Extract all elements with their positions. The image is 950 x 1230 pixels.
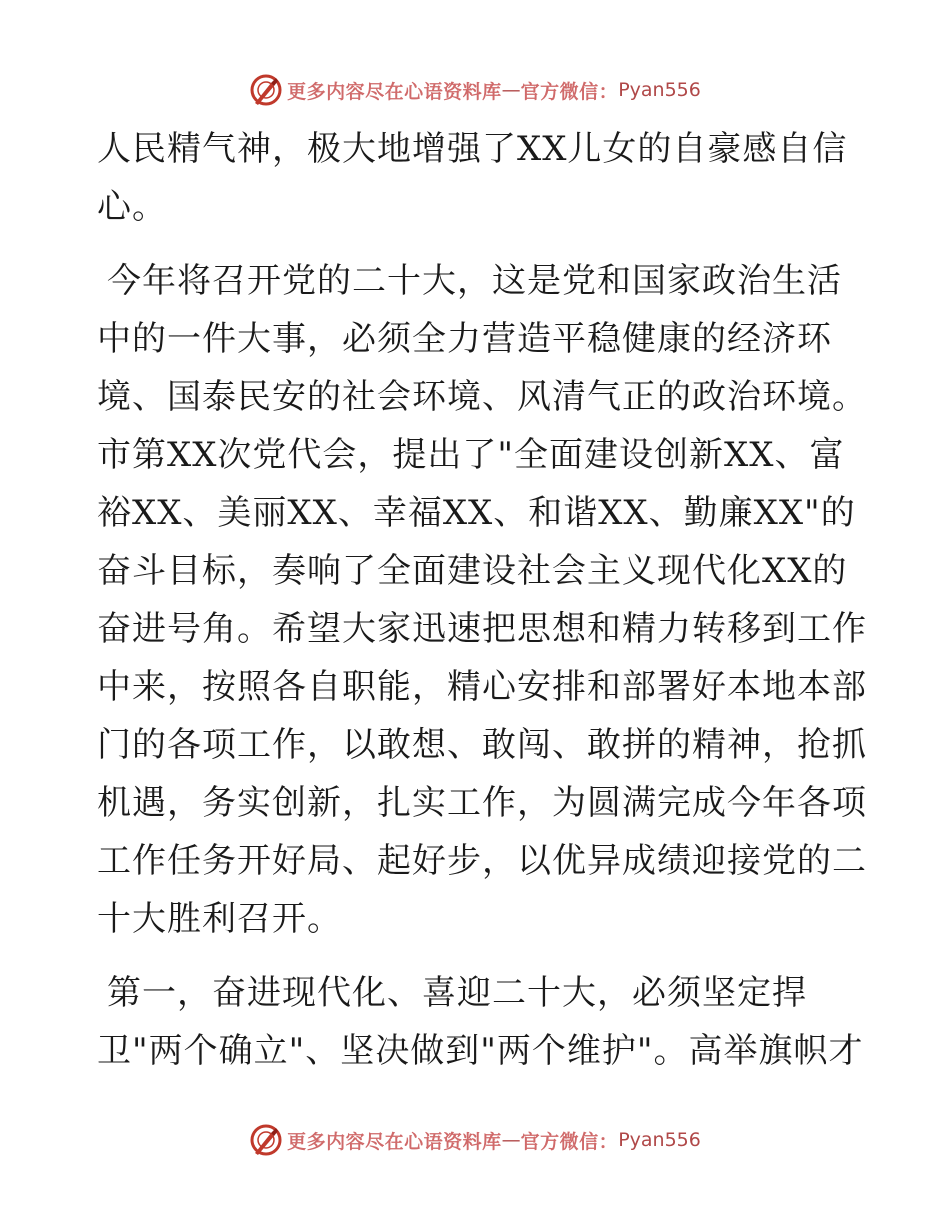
watermark-brand-text: 更多内容尽在心语资料库 [287,1130,502,1153]
watermark-brand-text: 更多内容尽在心语资料库 [287,80,502,103]
pen-circle-logo-icon [249,1123,283,1157]
pen-circle-logo-icon [249,73,283,107]
watermark-wechat-id: Pyan556 [618,79,701,101]
document-body [97,120,867,1080]
header-watermark [0,70,950,110]
watermark-wechat-label: 官方微信： [520,1130,619,1153]
watermark-dash: — [501,79,521,101]
paragraph: 第一，奋进现代化、喜迎二十大，必须坚定捍卫"两个确立"、坚决做到"两个维护"。高举旗帜才 [97,973,864,1071]
watermark-dash: — [501,1129,521,1151]
watermark-wechat-label: 官方微信： [520,80,619,103]
footer-watermark [0,1120,950,1160]
paragraph: 今年将召开党的二十大，这是党和国家政治生活中的一件大事，必须全力营造平稳健康的经济环境、国泰民安的社会环境、风清气正的政治环境。市第XX次党代会，提出了"全面建设创新XX、富裕XX、美丽XX、幸福XX、和谐XX、勤廉XX"的奋斗目标，奏响了全面建设社会主义现代化XX的奋进号角。希望大家迅速把思想和精力转移到工作中来，按照各自职能，精心安排和部署好本地本部门的各项工作，以敢想、敢闯、敢拼的精神，抢抓机遇，务实创新，扎实工作，为圆满完成今年各项工作任务开好局、起好步，以优异成绩迎接党的二十大胜利召开。 [97,261,867,939]
paragraph: 人民精气神，极大地增强了XX儿女的自豪感自信心。 [97,129,848,227]
watermark-wechat-id: Pyan556 [618,1129,701,1151]
